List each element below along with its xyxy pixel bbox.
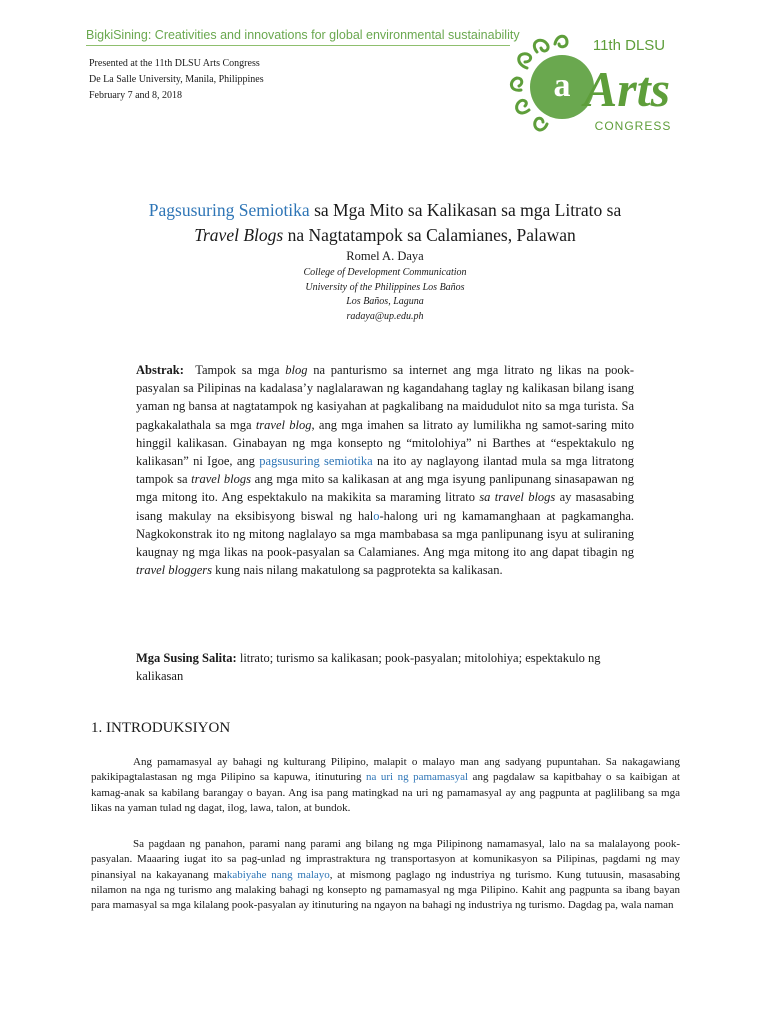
svg-text:a: a (553, 67, 571, 104)
keywords-text: litrato; turismo sa kalikasan; pook-pasyalan; mitolohiya; espektakulo ng kalikasan (136, 651, 601, 683)
text-run: Ang pamamasyal ay bahagi ng kulturang Pilipino, malapit o malayo man ang sadyang pupuntahan. Sa nakagawiang pakikipagtalastasan ng mga Pilipino sa kapuwa, itinuturing (91, 756, 680, 784)
title-italic: Travel Blogs (194, 225, 284, 245)
logo-main-text: Arts (583, 61, 671, 117)
inline-link[interactable]: na uri ng pamamasyal (365, 771, 469, 784)
text-run: na panturismo sa internet ang mga litrato ng likas na pook-pasyalan sa Pilipinas na kadalasa’y naglalarawan ng kagandahang taglay ng kalikasan bilang isang yaman ng bansa at nagtatampok ng kasiyahan at pagkalibang na maidudulot nito sa mga turista. Sa pagkakalathala sa mga (136, 363, 635, 432)
italic-term: travel bloggers (136, 563, 213, 578)
header-divider (86, 45, 510, 46)
author-name: Romel A. Daya (346, 249, 424, 263)
text-run: ang pagdalaw sa kapitbahay o sa kaibigan at kamag-anak sa kabilang barangay o bayan. Ang isa pang matingkad na uri ng pamamasyal ay ang pagpunta at paglilibang sa mga likas na yaman tulad ng dagat, ilog, lawa, talon, at bundok. (91, 771, 680, 814)
text-run: ang mga mito sa kalikasan at ang mga isyung panlipunang sinasapawan ng mga mitong ito. Ang espektakulo na makikita sa maraming litrato (136, 472, 634, 505)
inline-link[interactable]: o (373, 508, 380, 523)
text-run: , ang mga imahen sa litrato ay lumilikha ng samot-saring mito hinggil kalikasan. Ginabayan ng mga konsepto ng “mitolohiya” ni Barthes at “espektakulo ng kalikasan” ni Igoe, ang (136, 417, 634, 469)
title-part: na Nagtatampok sa Calamianes, Palawan (287, 225, 576, 245)
conference-line: De La Salle University, Manila, Philippines (89, 74, 264, 85)
title-link[interactable]: Pagsusuring Semiotika (148, 200, 310, 220)
keywords (136, 649, 634, 685)
conference-line: February 7 and 8, 2018 (89, 90, 183, 101)
conference-info (89, 56, 264, 104)
text-run: , at mismong paglago ng industriya ng turismo. Kung tutuusin, masasabing nilamon na nga ng turismo ang malaking bahagi ng konsepto ng pamamasyal ng mga Pilipino. Kahit ang pagpunta sa ibang bayan para mamasyal sa mga kilalang pook-pasyalan ay itinuturing na ngayon na bahagi ng industriya ng turismo. Dagdag pa, wala naman (91, 868, 680, 912)
affiliation-line: University of the Philippines Los Baños (305, 281, 465, 293)
inline-link[interactable]: pagsusuring semiotika (259, 454, 373, 469)
abstract-label: Abstrak: (136, 363, 184, 377)
keywords-label: Mga Susing Salita: (136, 651, 237, 665)
logo-top-text: 11th DLSU (592, 37, 666, 54)
text-run: Tampok sa mga (195, 363, 286, 377)
intro-paragraph-2 (91, 837, 680, 913)
inline-link[interactable]: kabiyahe nang malayo (226, 868, 330, 881)
paper-title (90, 198, 680, 248)
header-tagline: BigkiSining: Creativities and innovations for global environmental sustainability (86, 28, 520, 42)
abstract (136, 361, 634, 579)
section-heading: 1. INTRODUKSIYON (91, 720, 231, 736)
italic-term: blog (285, 363, 308, 377)
affiliation-line: Los Baños, Laguna (346, 296, 424, 307)
intro-paragraph-1 (91, 755, 680, 816)
arts-congress-logo (507, 32, 677, 136)
author-affiliation (90, 266, 680, 324)
italic-term: travel blog (255, 417, 312, 432)
title-part: sa Mga Mito sa Kalikasan sa mga Litrato sa (314, 200, 622, 220)
text-run: na ito ay naglayong ilantad mula sa mga litratong tampok sa (136, 454, 635, 487)
italic-term: travel blogs (191, 472, 252, 487)
text-run: ay masasabing isang makulay na eksibisyong biswal ng hal (136, 490, 635, 523)
text-run: kung nais nilang makatulong sa pagprotekta sa kalikasan. (212, 563, 503, 578)
author-email: radaya@up.edu.ph (346, 310, 424, 322)
conference-line: Presented at the 11th DLSU Arts Congress (89, 58, 260, 69)
logo-bottom-text: CONGRESS (594, 119, 672, 133)
text-run: Sa pagdaan ng panahon, parami nang parami ang bilang ng mga Pilipinong namamasyal, lalo na sa malalayong pook-pasyalan. Maaaring iugat ito sa pag-unlad ng imprastraktura ng transportasyon at komunikasyon sa Pilipinas, pagdami ng may pinansiyal na kakayanang ma (91, 838, 680, 881)
paragraph-body (91, 838, 680, 911)
italic-term: sa travel blogs (479, 490, 556, 505)
abstract-body (136, 363, 634, 577)
text-run: -halong uri ng kamamanghaan at pagkamangha. Nagkokonstrak ito ng mitong naglalayo sa mga mambabasa sa mga panlipunang isyu at suliraning kaugnay ng mga likas na pook-pasyalan sa Calamianes. Ang mga mitong ito ang dapat tibagin ng (136, 508, 634, 560)
affiliation-line: College of Development Communication (303, 267, 467, 278)
paragraph-body (91, 756, 680, 814)
